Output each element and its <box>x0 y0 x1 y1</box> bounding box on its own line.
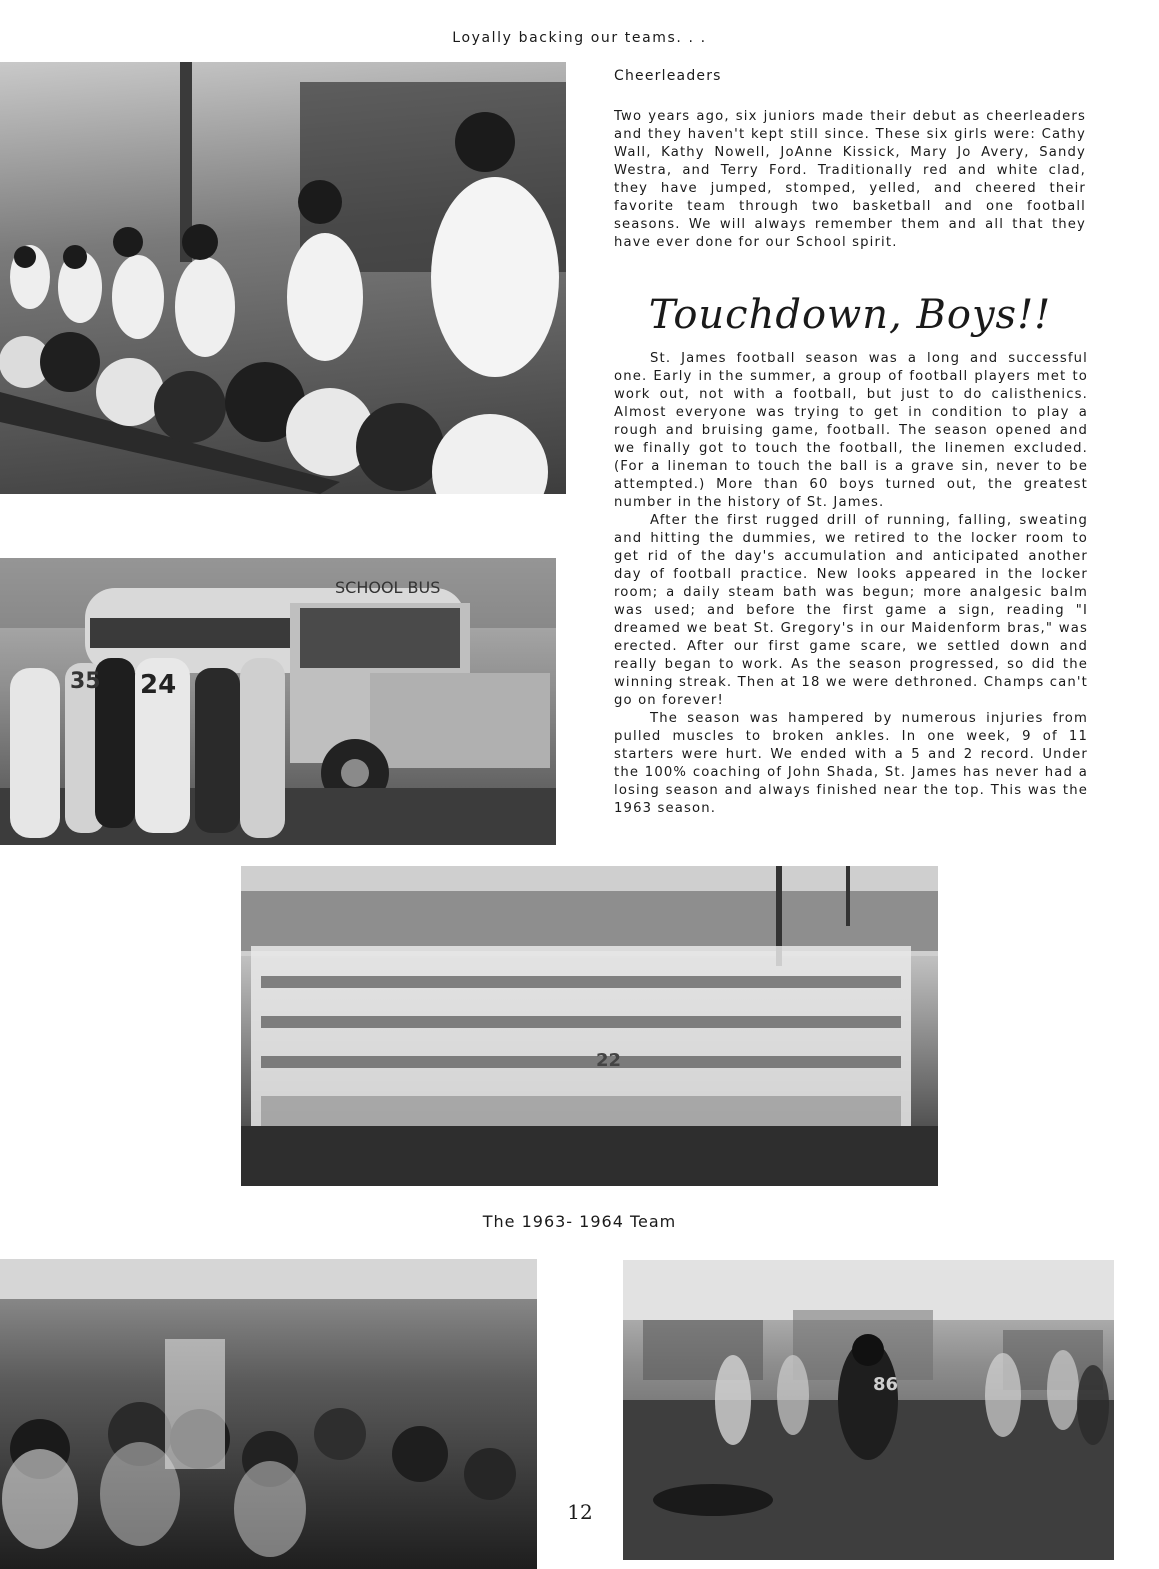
page-number: 12 <box>567 1500 593 1524</box>
cheerleaders-heading: Cheerleaders <box>614 68 722 84</box>
cheerleaders-text: Two years ago, six juniors made their debut as cheerleaders and they haven't kept still since. These six girls were: Cathy Wall, Kathy Nowell, JoAnne Kissick, Mary Jo Avery, Sandy Westra, and Terry Ford. Traditionally red and white clad, they have jumped, stomped, yelled, and cheered their favorite team through two basketball and one football seasons. We will always remember them and all that they have ever done for our School spirit. <box>614 109 1086 250</box>
football-paragraph-1: St. James football season was a long and successful one. Early in the summer, a group of football players met to work out, not with a football, but just to do calisthenics. Almost everyone was trying to get in condition to play a rough and bruising game, football. The season opened and we finally got to touch the football, the linemen excluded. (For a lineman to touch the ball is a grave sin, never to be attempted.) More than 60 boys turned out, the greatest number in the history of St. James. <box>614 351 1088 510</box>
football-headline: Touchdown, Boys!! <box>648 292 1052 338</box>
football-article <box>614 350 1088 818</box>
jersey-24-label: 24 <box>140 670 177 700</box>
jersey-35-label: 35 <box>70 669 101 694</box>
bus-sign: SCHOOL BUS <box>335 578 441 597</box>
cheerleaders-paragraph <box>614 108 1086 252</box>
team-caption: The 1963- 1964 Team <box>482 1212 677 1231</box>
crowd-photo <box>0 1259 537 1569</box>
page-tagline: Loyally backing our teams. . . <box>452 30 707 46</box>
cheerleaders-photo <box>0 62 566 494</box>
football-paragraph-2: After the first rugged drill of running, falling, sweating and hitting the dummies, we retired to the locker room to get rid of the day's accumulation and anticipated another day of football practice. New looks appeared in the locker room; a daily steam bath was begun; more analgesic balm was used; and before the first game a sign, reading "I dreamed we beat St. Gregory's in our Maidenform bras," was erected. After our first game scare, we settled down and really began to work. As the season progressed, so did the winning streak. Then at 18 we were dethroned. Champs can't go on forever! <box>614 513 1088 708</box>
jersey-86-label: 86 <box>873 1374 899 1395</box>
team-photo <box>241 866 938 1186</box>
football-paragraph-3: The season was hampered by numerous injuries from pulled muscles to broken ankles. In one week, 9 of 11 starters were hurt. We ended with a 5 and 2 record. Under the 100% coaching of John Shada, St. James has never had a losing season and always finished near the top. This was the 1963 season. <box>614 711 1088 816</box>
jersey-22-label: 22 <box>596 1050 622 1071</box>
school-bus-photo <box>0 558 556 845</box>
game-action-photo <box>623 1260 1114 1560</box>
